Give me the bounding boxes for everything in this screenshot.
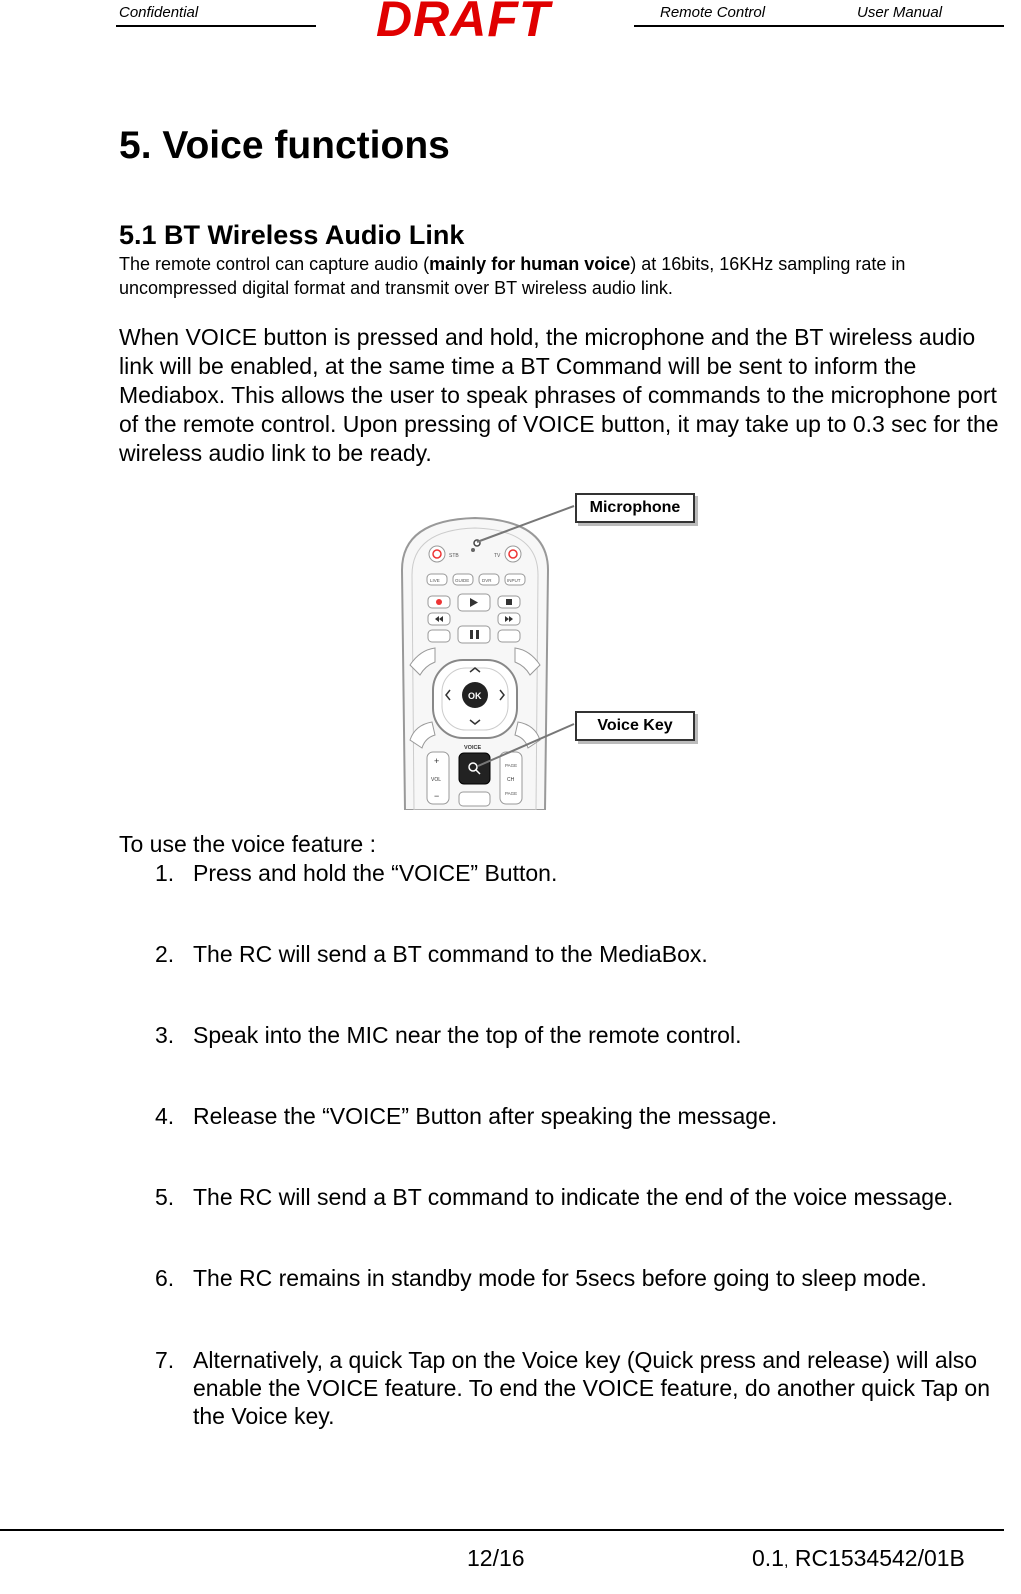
live-label: LIVE <box>430 578 440 583</box>
ok-label: OK <box>468 691 482 701</box>
stb-label: STB <box>449 553 459 559</box>
list-item-text: Press and hold the “VOICE” Button. <box>193 860 558 886</box>
list-item-number: 6. <box>155 1265 175 1291</box>
list-item-number: 1. <box>155 860 175 886</box>
guide-label: GUIDE <box>455 578 470 583</box>
remote-illustration <box>380 490 710 810</box>
ch-label: CH <box>507 777 515 783</box>
voice-paragraph: When VOICE button is pressed and hold, the microphone and the BT wireless audio link will be enabled, at the same time a BT Command will be sent to inform the Mediabox. This allows the user to speak phrases of commands to the microphone port of the remote control. Upon pressing of VOICE button, it may take up to 0.3 sec for the wireless audio link to be ready. <box>119 324 999 466</box>
input-label: INPUT <box>507 578 521 583</box>
list-item-text: Release the “VOICE” Button after speaking the message. <box>193 1103 778 1129</box>
list-item-text: Alternatively, a quick Tap on the Voice key (Quick press and release) will also enable the VOICE feature. To end the VOICE feature, do another quick Tap on the Voice key. <box>193 1347 991 1429</box>
intro-text <box>119 252 1004 300</box>
doc-ref-number: RC1534542/01B <box>794 1545 965 1571</box>
header-confidential: Confidential <box>119 4 199 21</box>
page-up-label: PAGE <box>505 763 518 768</box>
page-down-label: PAGE <box>505 791 518 796</box>
list-item-number: 3. <box>155 1022 175 1048</box>
list-item-text: Speak into the MIC near the top of the remote control. <box>193 1022 742 1048</box>
intro-before: The remote control can capture audio ( <box>119 254 430 274</box>
header-product: Remote Control <box>660 4 766 21</box>
vol-label: VOL <box>431 777 442 783</box>
vol-plus: + <box>434 756 440 766</box>
list-item-number: 5. <box>155 1184 175 1210</box>
remote-figure <box>380 490 710 810</box>
page-number: 12/16 <box>467 1545 525 1571</box>
dvr-label: DVR <box>482 578 492 583</box>
list-item-text: The RC will send a BT command to indicate the end of the voice message. <box>193 1184 954 1210</box>
section-title: 5. Voice functions <box>119 124 450 167</box>
callout-voice-key: Voice Key <box>575 711 695 741</box>
vol-minus: − <box>434 791 440 801</box>
doc-ref-separator: , <box>783 1553 789 1570</box>
header-doc-type: User Manual <box>857 4 943 21</box>
callout-microphone: Microphone <box>575 493 695 523</box>
header-rule-right <box>634 25 1004 27</box>
draft-watermark: DRAFT <box>376 0 551 47</box>
list-item-text: The RC remains in standby mode for 5secs before going to sleep mode. <box>193 1265 927 1291</box>
tv-label: TV <box>494 553 501 559</box>
footer-rule <box>0 1529 1004 1531</box>
header-rule-left <box>116 25 316 27</box>
voice-label: VOICE <box>464 745 482 751</box>
list-item-number: 2. <box>155 941 175 967</box>
intro-after: ) at 16bits, 16KHz sampling rate in uncompressed digital format and transmit over BT wireless audio link. <box>119 254 906 298</box>
intro-bold: mainly for human voice <box>429 254 631 274</box>
list-item-text: The RC will send a BT command to the MediaBox. <box>193 941 708 967</box>
subsection-title: 5.1 BT Wireless Audio Link <box>119 220 465 250</box>
steps-intro: To use the voice feature : <box>119 831 376 857</box>
doc-ref-version: 0.1 <box>752 1545 784 1571</box>
list-item-number: 7. <box>155 1347 175 1373</box>
list-item-number: 4. <box>155 1103 175 1129</box>
doc-reference <box>752 1545 965 1572</box>
